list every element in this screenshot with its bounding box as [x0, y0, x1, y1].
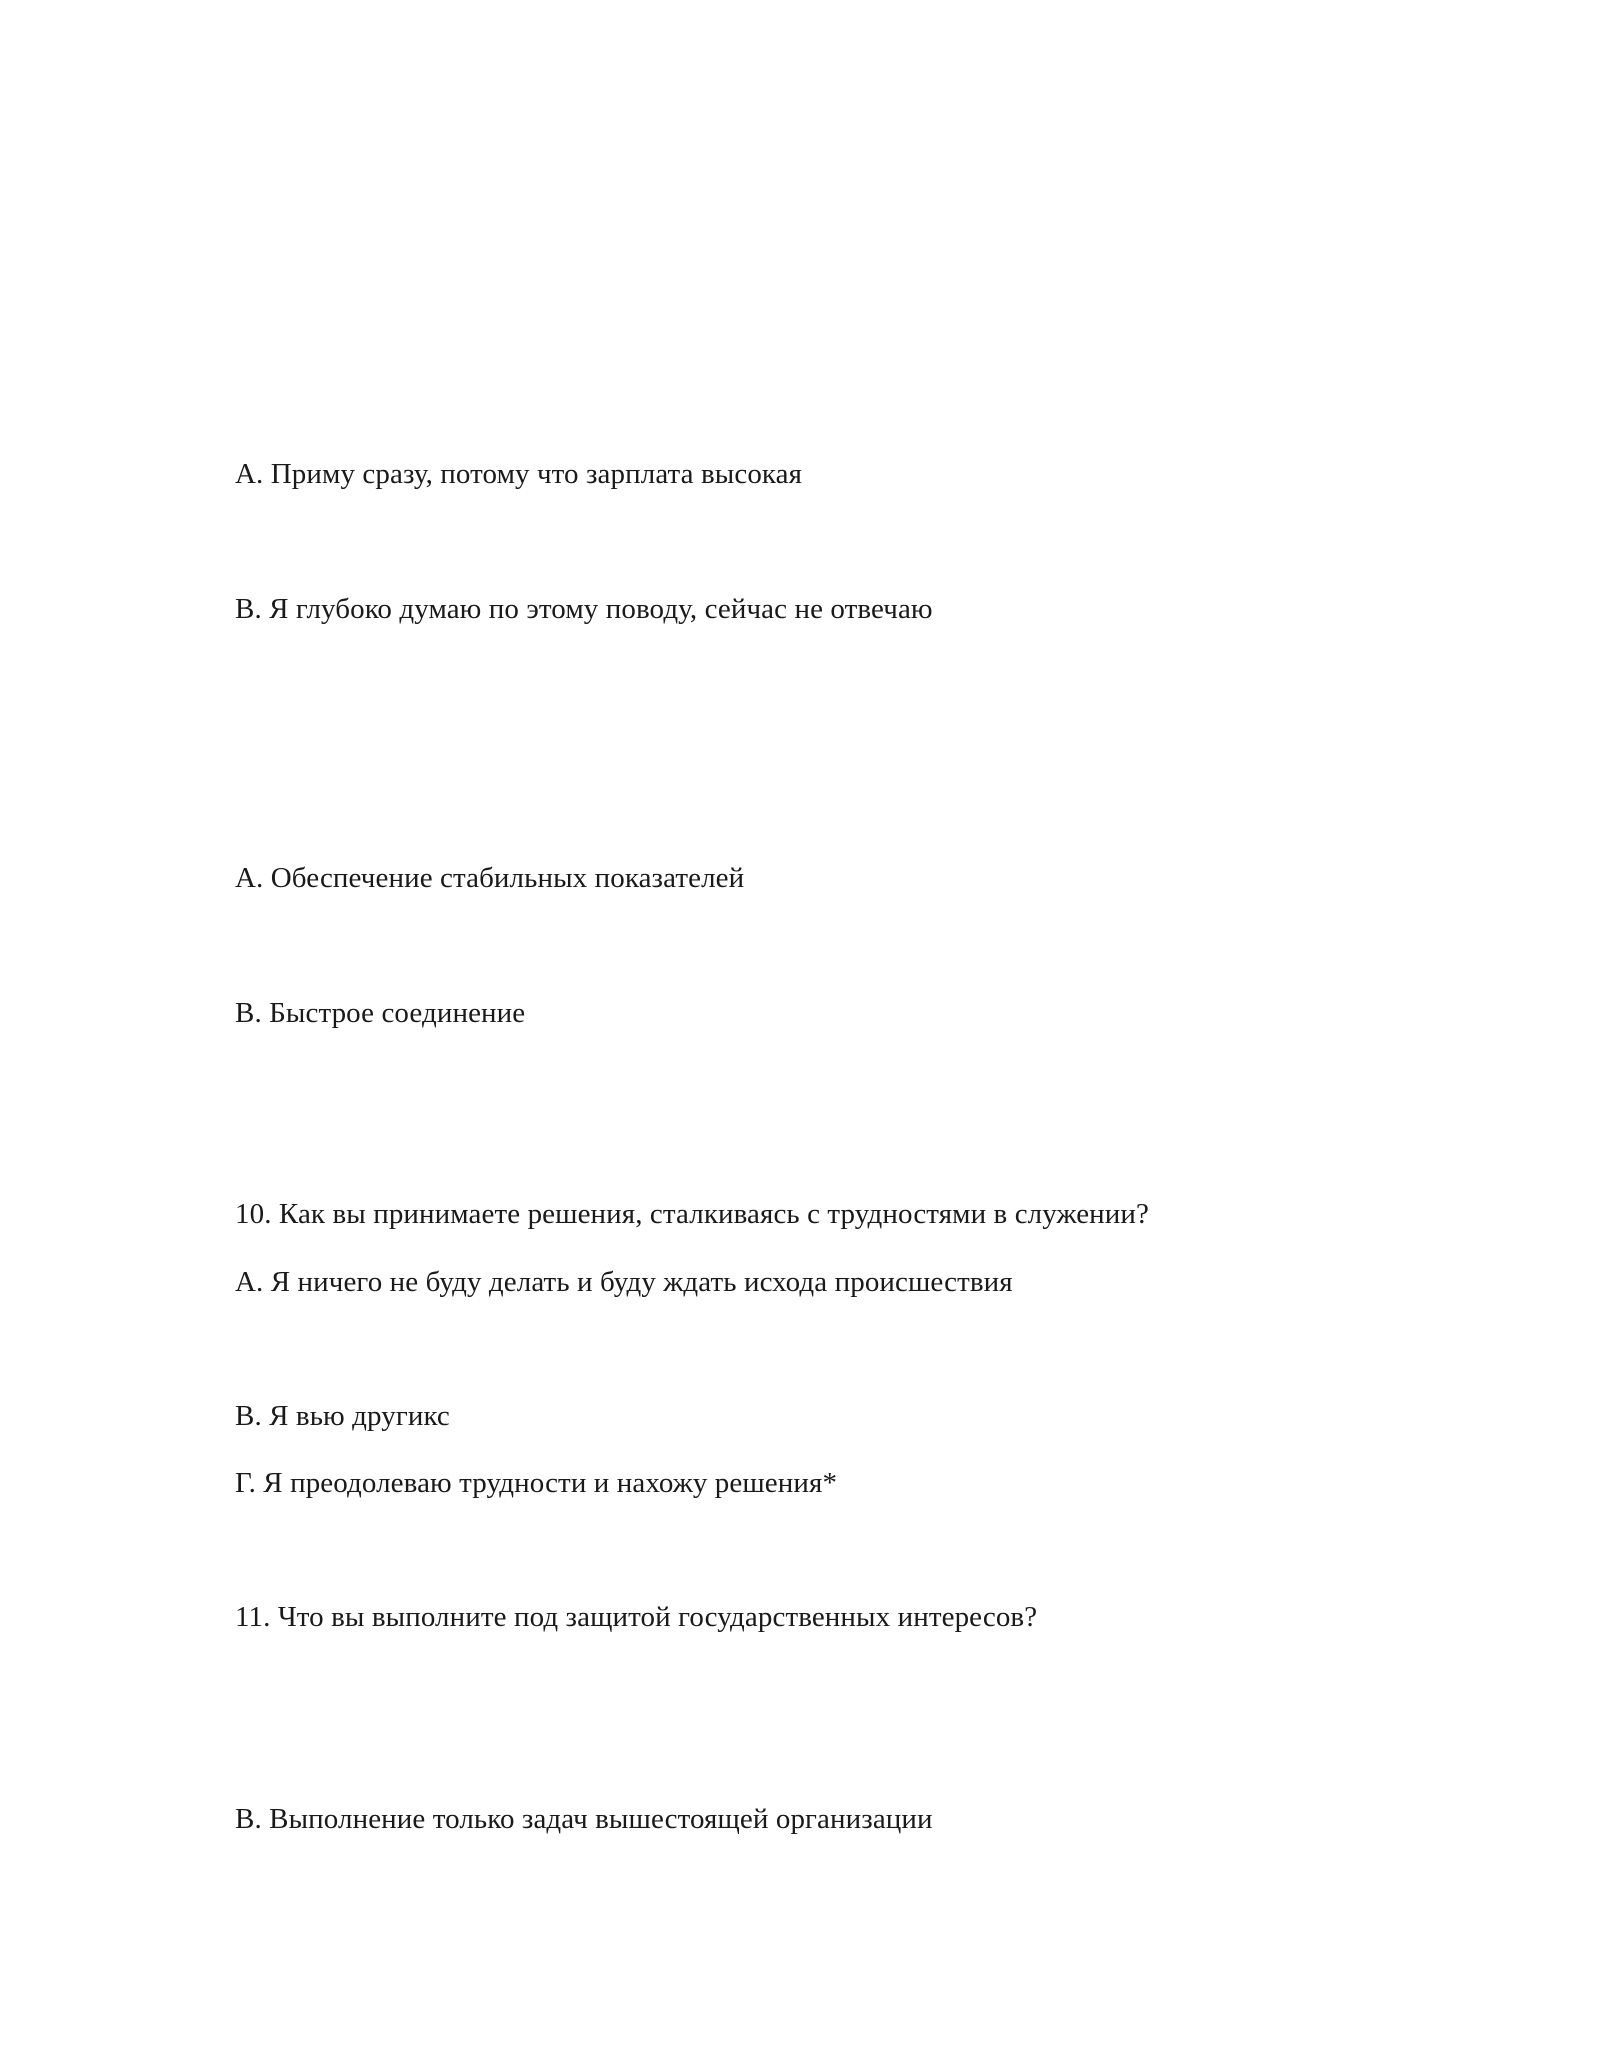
- answer-option-v: В. Я глубоко думаю по этому поводу, сейчас не отвечаю: [235, 593, 933, 625]
- answer-option-v: В. Выполнение только задач вышестоящей организации: [235, 1803, 933, 1835]
- answer-option-v: В. Я вью другикс: [235, 1400, 450, 1432]
- question-11: 11. Что вы выполните под защитой государственных интересов?: [235, 1601, 1038, 1633]
- answer-option-g: Г. Я преодолеваю трудности и нахожу решения*: [235, 1467, 838, 1499]
- answer-option-a: А. Я ничего не буду делать и буду ждать исхода происшествия: [235, 1266, 1013, 1298]
- answer-option-v: В. Быстрое соединение: [235, 997, 526, 1029]
- question-10: 10. Как вы принимаете решения, сталкиваясь с трудностями в служении?: [235, 1198, 1150, 1230]
- answer-option-a: А. Обеспечение стабильных показателей: [235, 862, 745, 894]
- answer-option-a: А. Приму сразу, потому что зарплата высокая: [235, 458, 803, 490]
